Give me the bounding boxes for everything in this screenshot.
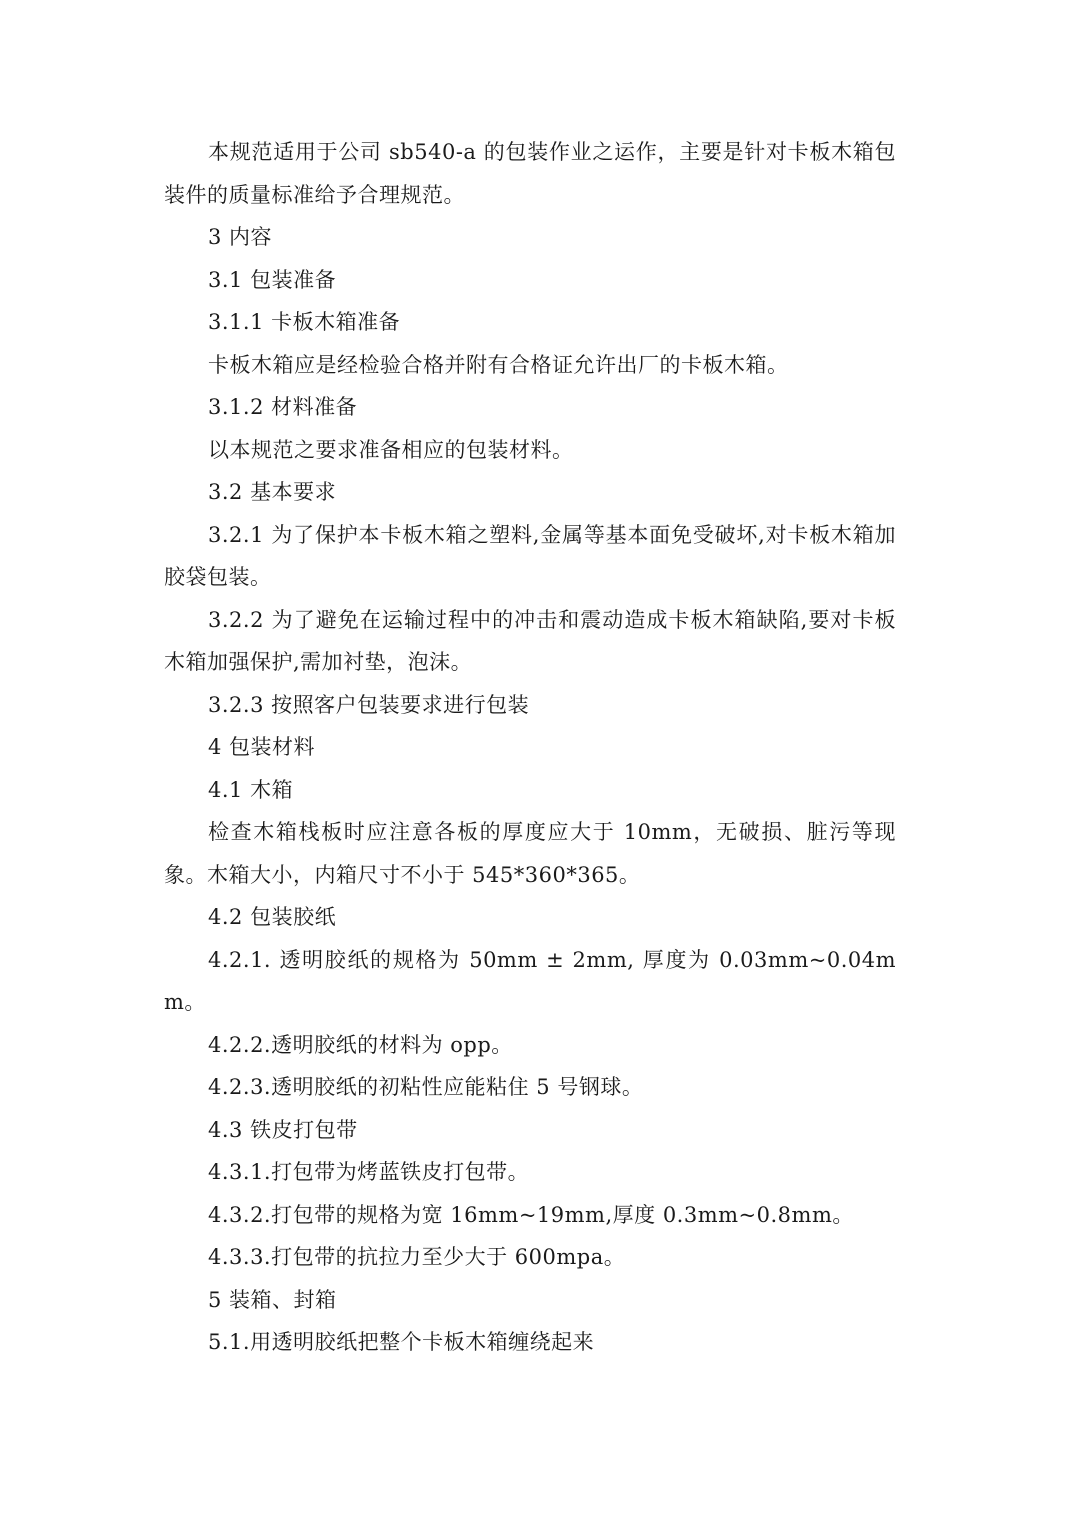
heading-4-1: 4.1 木箱 xyxy=(208,777,294,802)
heading-3-1-2: 3.1.2 材料准备 xyxy=(208,395,358,419)
paragraph-4-3-2: 4.3.2.打包带的规格为宽 16mm~19mm,厚度 0.3mm~0.8mm。 xyxy=(208,1202,854,1227)
paragraph-4-2-1: 4.2.1. 透明胶纸的规格为 50mm ± 2mm, 厚度为 0.03mm~0.04mm。 xyxy=(164,947,896,1014)
heading-4-2: 4.2 包装胶纸 xyxy=(208,905,337,929)
heading-3-2: 3.2 基本要求 xyxy=(208,480,337,504)
heading-5: 5 装箱、封箱 xyxy=(208,1287,337,1312)
heading-3-1-1: 3.1.1 卡板木箱准备 xyxy=(208,310,401,334)
paragraph-intro: 本规范适用于公司 sb540-a 的包装作业之运作，主要是针对卡板木箱包装件的质量标准给予合理规范。 xyxy=(164,140,896,207)
heading-4: 4 包装材料 xyxy=(208,735,316,759)
paragraph-3-1-1: 卡板木箱应是经检验合格并附有合格证允许出厂的卡板木箱。 xyxy=(208,352,789,377)
heading-3: 3 内容 xyxy=(208,225,273,249)
paragraph-4-3-3: 4.3.3.打包带的抗拉力至少大于 600mpa。 xyxy=(208,1245,626,1269)
paragraph-3-1-2: 以本规范之要求准备相应的包装材料。 xyxy=(208,437,574,462)
paragraph-4-2-2: 4.2.2.透明胶纸的材料为 opp。 xyxy=(208,1032,513,1057)
heading-3-1: 3.1 包装准备 xyxy=(208,267,337,292)
heading-4-3: 4.3 铁皮打包带 xyxy=(208,1117,358,1142)
paragraph-4-3-1: 4.3.1.打包带为烤蓝铁皮打包带。 xyxy=(208,1160,530,1184)
paragraph-4-2-3: 4.2.3.透明胶纸的初粘性应能粘住 5 号钢球。 xyxy=(208,1075,644,1099)
paragraph-5-1: 5.1.用透明胶纸把整个卡板木箱缠绕起来 xyxy=(208,1330,595,1354)
paragraph-3-2-1: 3.2.1 为了保护本卡板木箱之塑料,金属等基本面免受破坏,对卡板木箱加胶袋包装。 xyxy=(164,522,896,589)
paragraph-3-2-2: 3.2.2 为了避免在运输过程中的冲击和震动造成卡板木箱缺陷,要对卡板木箱加强保护,需加衬垫，泡沫。 xyxy=(164,607,896,674)
paragraph-3-2-3: 3.2.3 按照客户包装要求进行包装 xyxy=(208,692,530,717)
paragraph-4-1: 检查木箱栈板时应注意各板的厚度应大于 10mm，无破损、脏污等现象。木箱大小，内箱尺寸不小于 545*360*365。 xyxy=(164,820,896,887)
document-body xyxy=(164,131,896,1364)
